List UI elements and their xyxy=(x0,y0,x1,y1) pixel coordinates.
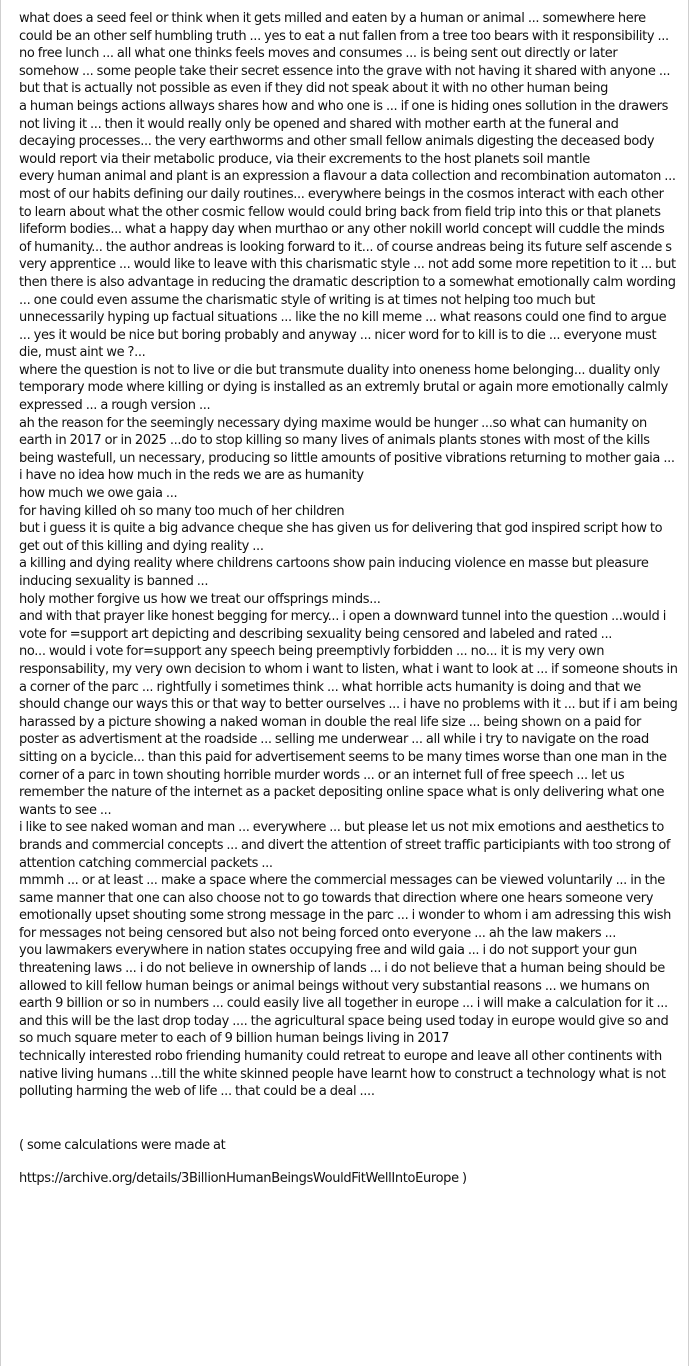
paragraph: every human animal and plant is an expression a flavour a data collection and recombination automaton ... most of our habits defining our daily routines... everywhere beings in the cosmos interact with each other to learn about what the other cosmic fellow would could bring back from field trip into this or that planets lifeform bodies... what a happy day when murthao or any other nokill world concept will cuddle the minds of humanity... the author andreas is looking forward to it... of course andreas being its future self ascende s very apprentice ... would like to leave with this charismatic style ... not add some more repetition to it ... but then there is also advantage in reducing the dramatic description to a somewhat emotionally calm wording ... one could even assume the charismatic style of writing is at times not helping too much but unnecessarily hyping up factual situations ... like the no kill meme ... what reasons could one find to argue ... yes it would be nice but boring probably and anyway ... nicer word for to kill is to die ... everyone must die, must aint we ?... xyxy=(19,169,676,361)
paragraph: for having killed oh so many too much of her children xyxy=(19,503,345,519)
paragraph: where the question is not to live or die but transmute duality into oneness home belonging... duality only temporary mode where killing or dying is installed as an extremly brutal or again more emotionally calmly expressed ... a rough version ... xyxy=(19,362,668,414)
paragraph: how much we owe gaia ... xyxy=(19,486,178,502)
paragraph: a human beings actions allways shares how and who one is ... if one is hiding ones sollution in the drawers not living it ... then it would really only be opened and shared with mother earth at the funeral and decaying processes... the very earthworms and other small fellow animals digesting the deceased body would report via their metabolic produce, via their excrements to the host planets soil mantle xyxy=(19,98,669,167)
paragraph: mmmh ... or at least ... make a space where the commercial messages can be viewed voluntarily ... in the same manner that one can also choose not to go towards that direction where one hears someone very emotionally upset shouting some strong message in the parc ... i wonder to whom i am adressing this wish for messages not being censored but also not being forced onto everyone ... ah the law makers ... xyxy=(19,873,672,941)
paragraph: what does a seed feel or think when it gets milled and eaten by a human or animal ... somewhere here could be an other self humbling truth ... yes to eat a nut fallen from a tree too bears with it responsibility ... no free lunch ... all what one thinks feels moves and consumes ... is being sent out directly or later somehow ... some people take their secret essence into the grave with not having it shared with anyone ... but that is actually not possible as even if they did not speak about it with no other human being xyxy=(19,11,671,97)
paragraph: no... would i vote for=support any speech being preemptivly forbidden ... no... it is my very own responsability, my very own decision to whom i want to listen, what i want to look at ... if someone shouts in a corner of the parc ... rightfully i sometimes think ... what horrible acts humanity is doing and that we should change our ways this or that way to better ourselves ... i have no problems with it ... but if i am being harassed by a picture showing a naked woman in double the real life size ... being shown on a paid for poster as advertisment at the roadside ... selling me underwear ... all while i try to navigate on the road sitting on a bycicle... than this paid for advertisement seems to be many times worse than one man in the corner of a parc in town shouting horrible murder words ... or an internet full of free speech ... let us remember the nature of the internet as a packet depositing online space what is only delivering what one wants to see ... xyxy=(19,644,678,818)
calculation-note: ( some calculations were made at xyxy=(19,1137,226,1153)
paragraph: i like to see naked woman and man ... everywhere ... but please let us not mix emotions and aesthetics to brands and commercial concepts ... and divert the attention of street traffic participiants with too strong of attention catching commercial packets ... xyxy=(19,820,671,871)
paragraph: a killing and dying reality where childrens cartoons show pain inducing violence en masse but pleasure inducing sexuality is banned ... xyxy=(19,556,649,589)
paragraph: holy mother forgive us how we treat our offsprings minds... xyxy=(19,591,381,607)
document-page xyxy=(1,0,688,1188)
paragraph: you lawmakers everywhere in nation states occupying free and wild gaia ... i do not support your gun threatening laws ... i do not believe in ownership of lands ... i do not believe that a human being should be allowed to kill fellow human beings or animal beings without very substantial reasons ... we humans on earth 9 billion or so in numbers ... could easily live all together in europe ... i will make a calculation for it ... and this will be the last drop today .... the agricultural space being used today in europe would give so and so much square meter to each of 9 billion human beings living in 2017 xyxy=(19,943,669,1047)
paragraph: but i guess it is quite a big advance cheque she has given us for delivering that god inspired script how to get out of this killing and dying reality ... xyxy=(19,521,663,554)
archive-link: https://archive.org/details/3BillionHumanBeingsWouldFitWellIntoEurope ) xyxy=(19,1171,467,1187)
spacer xyxy=(19,1154,678,1170)
paragraph: and with that prayer like honest begging for mercy... i open a downward tunnel into the question ...would i vote for =support art depicting and describing sexuality being censored and labeled and rated ... xyxy=(19,609,666,642)
paragraph: i have no idea how much in the reds we are as humanity xyxy=(19,468,364,484)
paragraph: technically interested robo friending humanity could retreat to europe and leave all other continents with native living humans ...till the white skinned people have learnt how to construct a technology what is not polluting harming the web of life ... that could be a deal .... xyxy=(19,1049,666,1100)
paragraph: ah the reason for the seemingly necessary dying maxime would be hunger ...so what can humanity on earth in 2017 or in 2025 ...do to stop killing so many lives of animals plants stones with most of the kills being wastefull, un necessary, producing so little amounts of positive vibrations returning to mother gaia ... xyxy=(19,415,675,466)
footer-note xyxy=(19,1137,678,1188)
